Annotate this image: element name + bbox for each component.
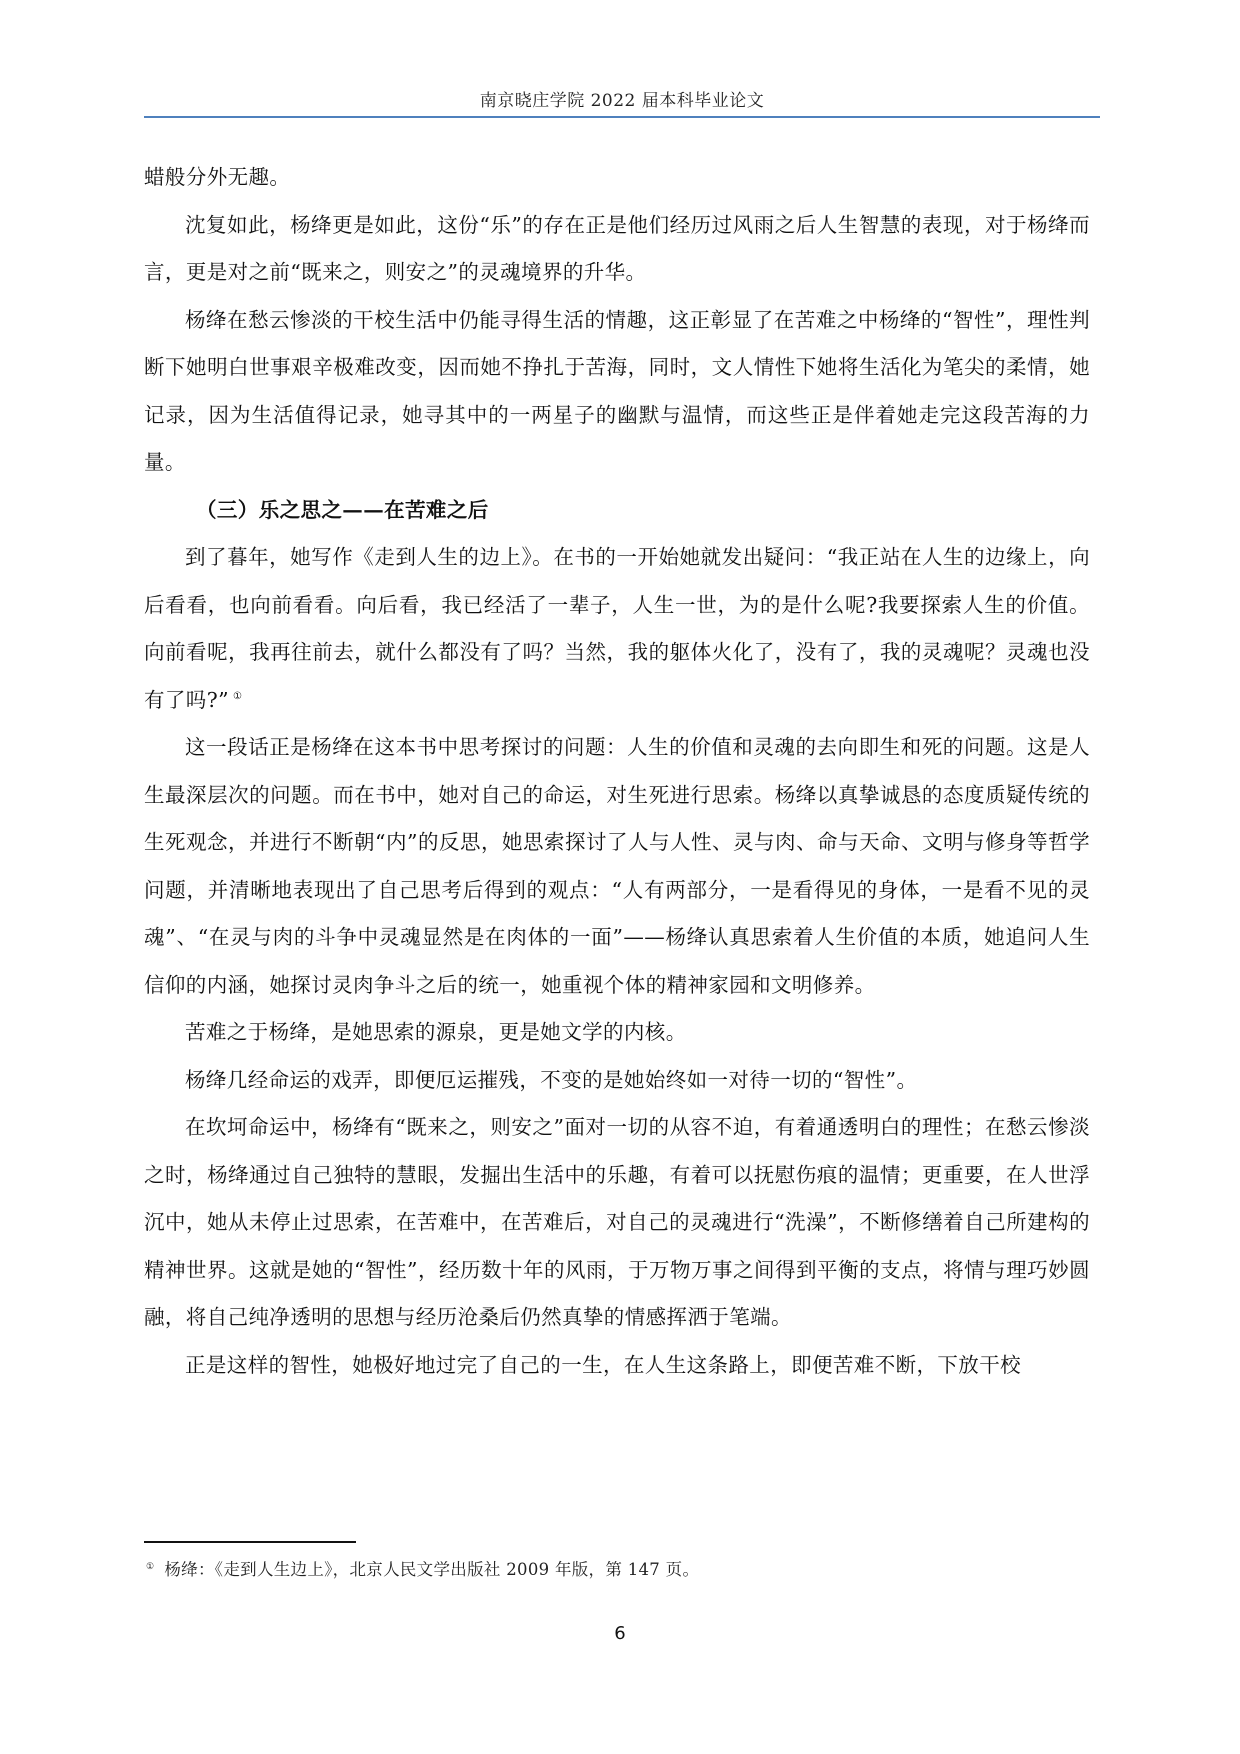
footnote-separator [144,1541,356,1543]
paragraph-with-footnote [144,534,1090,724]
paragraph: 在坎坷命运中，杨绛有“既来之，则安之”面对一切的从容不迫，有着通透明白的理性；在愁云惨淡之时，杨绛通过自己独特的慧眼，发掘出生活中的乐趣，有着可以抚慰伤痕的温情；更重要，在人世浮沉中，她从未停止过思索，在苦难中，在苦难后，对自己的灵魂进行“洗澡”，不断修缮着自己所建构的精神世界。这就是她的“智性”，经历数十年的风雨，于万物万事之间得到平衡的支点，将情与理巧妙圆融，将自己纯净透明的思想与经历沧桑后仍然真挚的情感挥洒于笔端。 [144,1115,1090,1329]
footnote [146,1556,699,1580]
header-title: 南京晓庄学院 2022 届本科毕业论文 [479,91,765,111]
paragraph: 正是这样的智性，她极好地过完了自己的一生，在人生这条路上，即便苦难不断，下放干校 [185,1352,1021,1377]
section-heading: （三）乐之思之——在苦难之后 [196,497,489,522]
paragraph: 杨绛在愁云惨淡的干校生活中仍能寻得生活的情趣，这正彰显了在苦难之中杨绛的“智性”，理性判断下她明白世事艰辛极难改变，因而她不挣扎于苦海，同时，文人情性下她将生活化为笔尖的柔情，她记录，因为生活值得记录，她寻其中的一两星子的幽默与温情，而这些正是伴着她走完这段苦海的力量。 [144,307,1090,474]
page-header [144,86,1100,111]
footnote-reference[interactable]: ① [232,690,243,702]
header-rule [144,116,1100,118]
paragraph: 蜡般分外无趣。 [144,165,291,189]
paragraph: 这一段话正是杨绛在这本书中思考探讨的问题：人生的价值和灵魂的去向即生和死的问题。这是人生最深层次的问题。而在书中，她对自己的命运，对生死进行思索。杨绛以真挚诚恳的态度质疑传统的生死观念，并进行不断朝“内”的反思，她思索探讨了人与人性、灵与肉、命与天命、文明与修身等哲学问题，并清晰地表现出了自己思考后得到的观点：“人有两部分，一是看得见的身体，一是看不见的灵魂”、“在灵与肉的斗争中灵魂显然是在肉体的一面”——杨绛认真思索着人生价值的本质，她追问人生信仰的内涵，她探讨灵肉争斗之后的统一，她重视个体的精神家园和文明修养。 [144,735,1090,997]
paragraph-text: 到了暮年，她写作《走到人生的边上》。在书的一开始她就发出疑问：“我正站在人生的边缘上，向后看看，也向前看看。向后看，我已经活了一辈子，人生一世，为的是什么呢?我要探索人生的价值。向前看呢，我再往前去，就什么都没有了吗？当然，我的躯体火化了，没有了，我的灵魂呢？灵魂也没有了吗?” [144,545,1090,712]
body-text [144,154,1090,1389]
paragraph: 苦难之于杨绛，是她思索的源泉，更是她文学的内核。 [185,1020,687,1044]
footnote-text: 杨绛：《走到人生边上》，北京人民文学出版社 2009 年版，第 147 页。 [164,1560,700,1579]
page-number: 6 [614,1623,626,1644]
footnote-marker: ① [146,1561,155,1572]
paragraph: 杨绛几经命运的戏弄，即便厄运摧残，不变的是她始终如一对待一切的“智性”。 [185,1067,918,1092]
paragraph: 沈复如此，杨绛更是如此，这份“乐”的存在正是他们经历过风雨之后人生智慧的表现，对于杨绛而言，更是对之前“既来之，则安之”的灵魂境界的升华。 [144,212,1090,284]
